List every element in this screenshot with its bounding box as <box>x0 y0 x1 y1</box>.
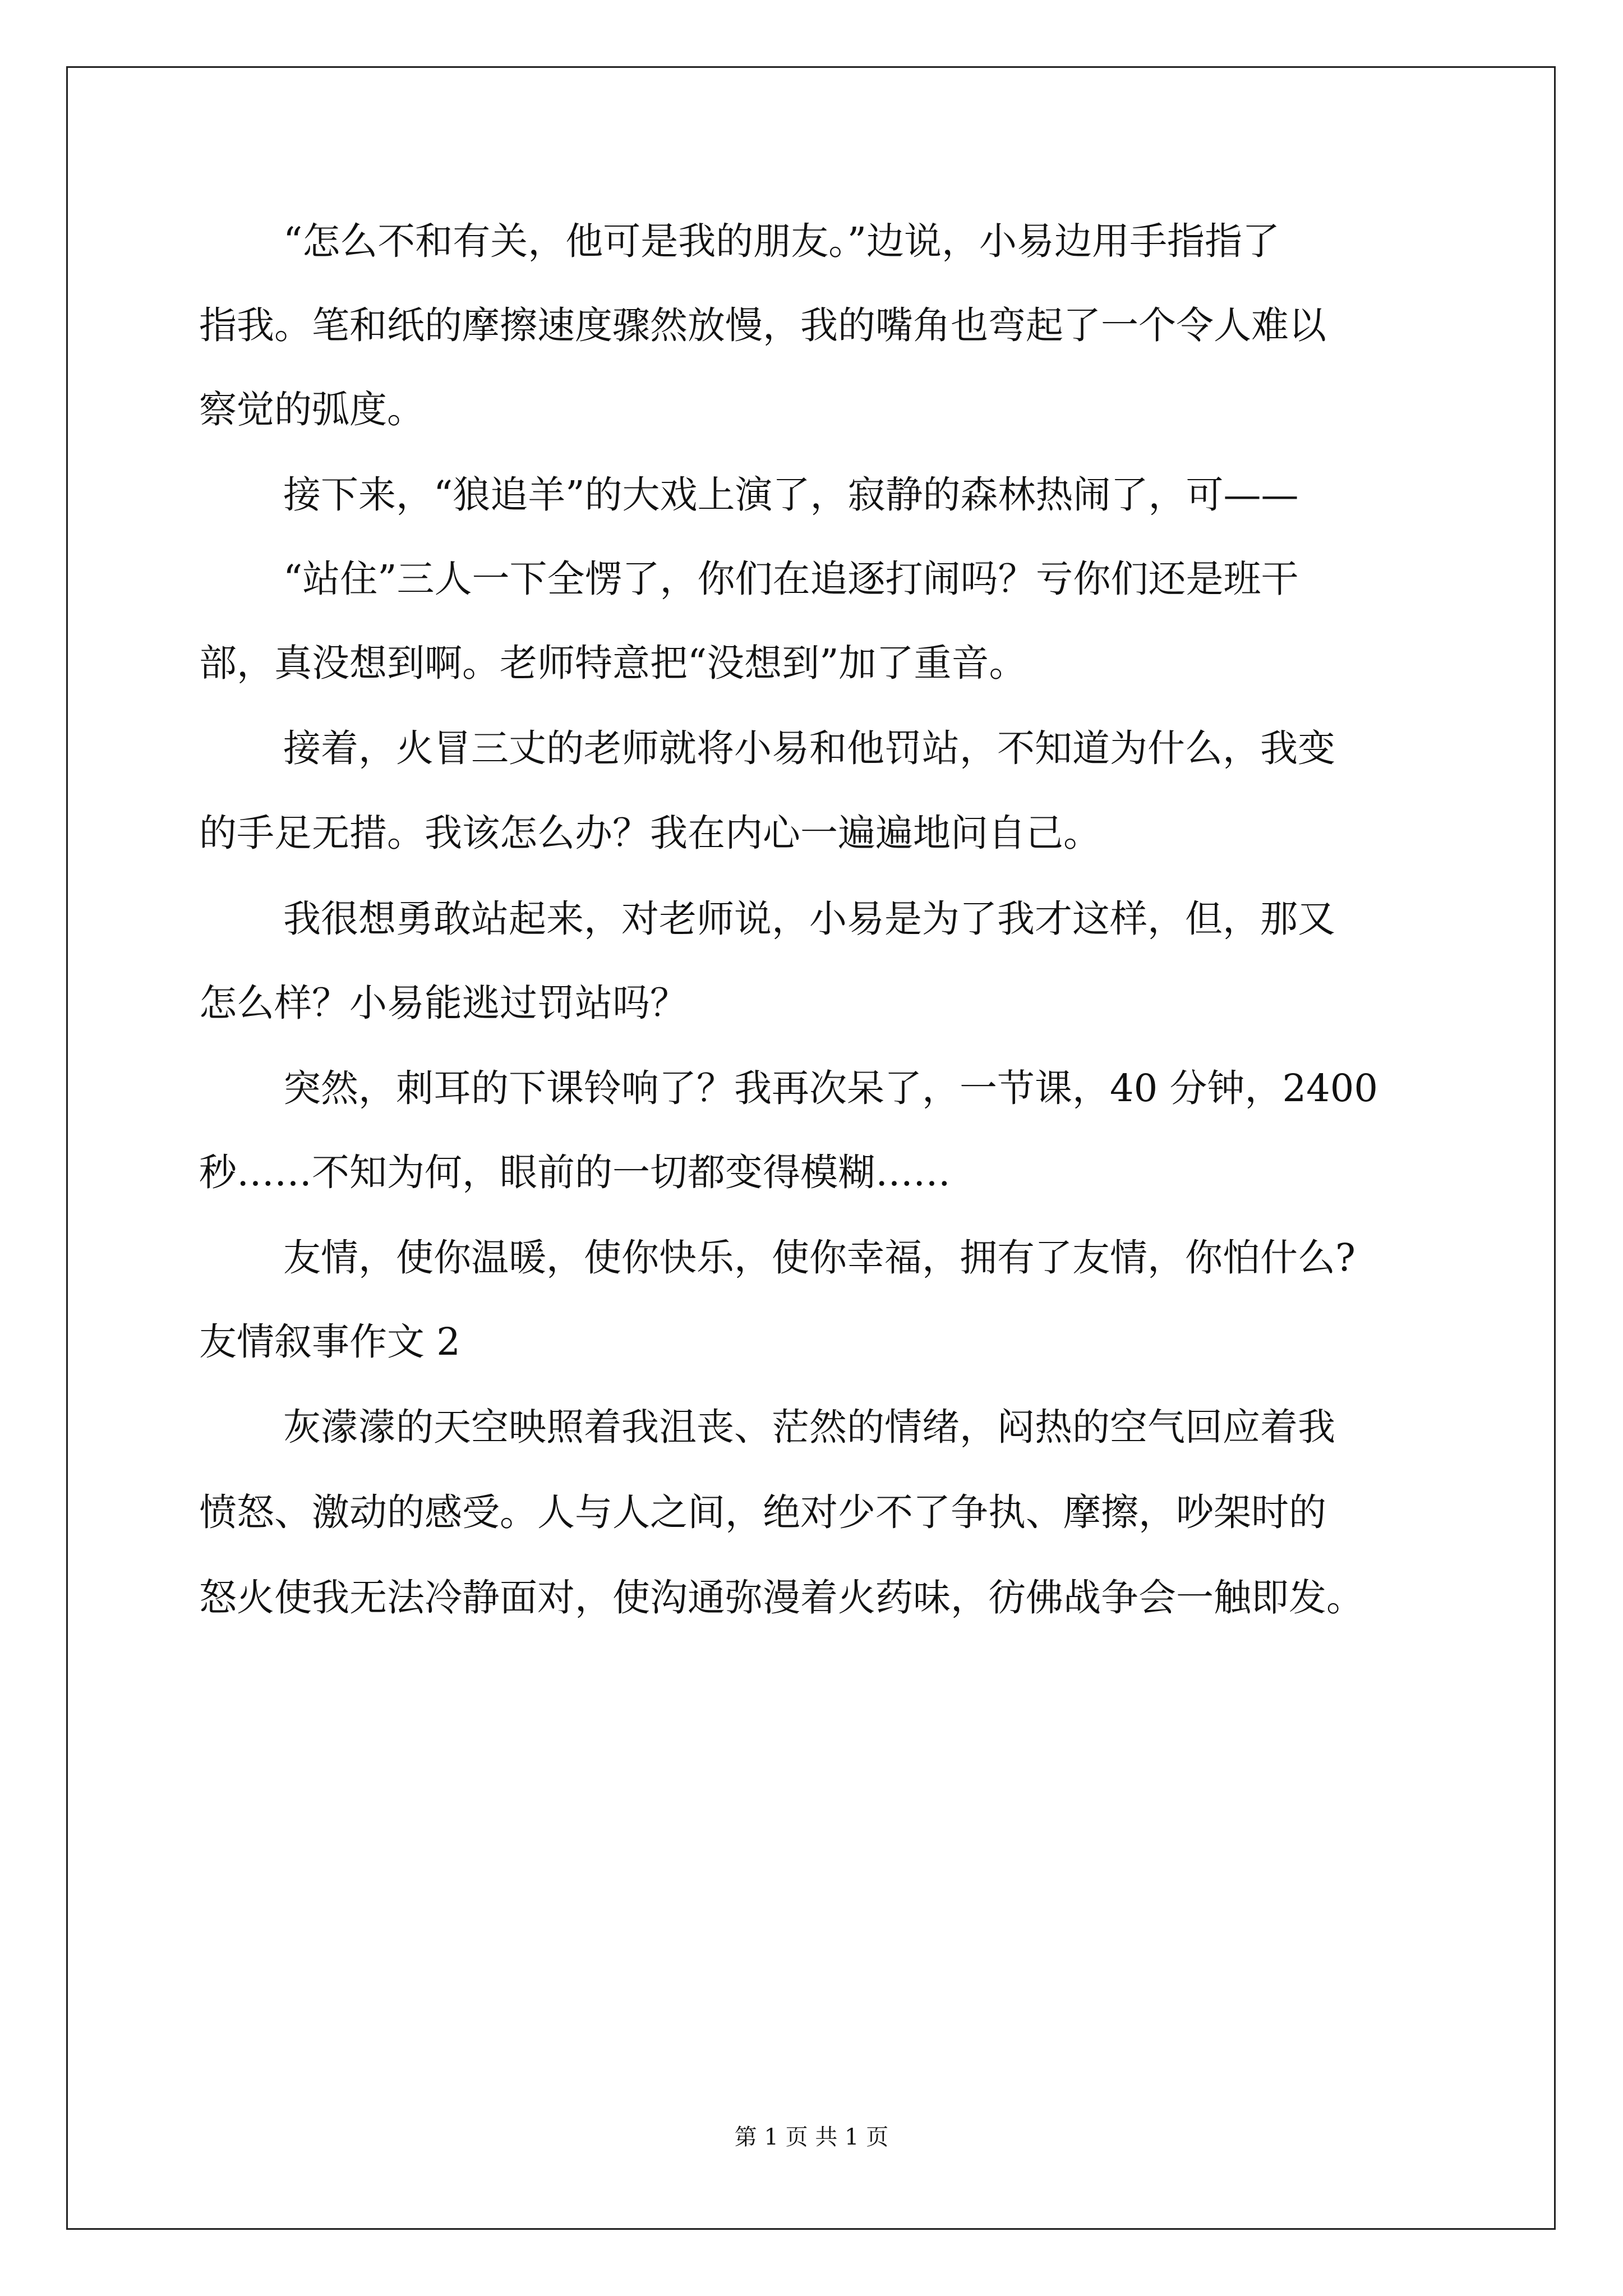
paragraph-line: 指我。笔和纸的摩擦速度骤然放慢，我的嘴角也弯起了一个令人难以 <box>199 303 1326 347</box>
paragraph-line: “站住”三人一下全愣了，你们在追逐打闹吗？亏你们还是班干 <box>283 557 1299 601</box>
paragraph-line: 灰濛濛的天空映照着我沮丧、茫然的情绪，闷热的空气回应着我 <box>283 1405 1335 1449</box>
paragraph-line: 突然，刺耳的下课铃响了？我再次呆了，一节课，40 分钟，2400 <box>283 1066 1378 1110</box>
paragraph-line: 接下来，“狼追羊”的大戏上演了，寂静的森林热闹了，可—— <box>283 473 1299 517</box>
section-heading: 友情叙事作文 2 <box>199 1320 460 1364</box>
paragraph-line: 友情，使你温暖，使你快乐，使你幸福，拥有了友情，你怕什么? <box>283 1236 1355 1280</box>
paragraph-line: 察觉的弧度。 <box>199 388 425 431</box>
paragraph-line: “怎么不和有关，他可是我的朋友。”边说，小易边用手指指了 <box>283 219 1280 263</box>
page-footer: 第 1 页 共 1 页 <box>734 2124 889 2150</box>
paragraph-line: 愤怒、激动的感受。人与人之间，绝对少不了争执、摩擦，吵架时的 <box>199 1490 1326 1534</box>
paragraph-line: 的手足无措。我该怎么办？我在内心一遍遍地问自己。 <box>199 811 1101 855</box>
paragraph-line: 我很想勇敢站起来，对老师说，小易是为了我才这样，但，那又 <box>283 897 1335 941</box>
paragraph-line: 怒火使我无法冷静面对，使沟通弥漫着火药味，彷佛战争会一触即发。 <box>199 1576 1364 1619</box>
paragraph-line: 秒……不知为何，眼前的一切都变得模糊…… <box>199 1151 951 1194</box>
paragraph-line: 部，真没想到啊。老师特意把“没想到”加了重音。 <box>199 641 1027 685</box>
paragraph-line: 接着，火冒三丈的老师就将小易和他罚站，不知道为什么，我变 <box>283 726 1335 770</box>
paragraph-line: 怎么样？小易能逃过罚站吗？ <box>199 981 688 1025</box>
